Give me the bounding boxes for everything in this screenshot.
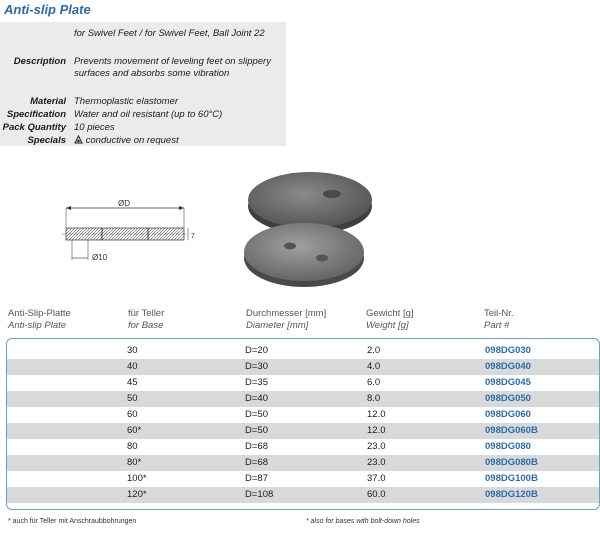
table-row — [7, 471, 599, 487]
footnote-de: * auch für Teller mit Anschraubbohrungen — [8, 518, 137, 525]
table-row — [7, 359, 599, 375]
table-row — [7, 439, 599, 455]
col-header-de: Gewicht [g] — [366, 308, 414, 319]
table-row — [7, 455, 599, 471]
col-header-de: für Teller — [128, 308, 165, 319]
table-row — [7, 391, 599, 407]
weight-cell: 12.0 — [367, 409, 386, 420]
diameter-cell: D=20 — [245, 345, 268, 356]
part-number-link[interactable]: 098DG060B — [485, 425, 538, 436]
weight-cell: 60.0 — [367, 489, 386, 500]
diameter-cell: D=50 — [245, 409, 268, 420]
base-cell: 100* — [127, 473, 147, 484]
col-header-en: Weight [g] — [366, 320, 409, 331]
footnote-en: * also for bases with bolt-down holes — [306, 518, 420, 525]
base-cell: 80 — [127, 441, 138, 452]
table-row — [7, 407, 599, 423]
base-cell: 50 — [127, 393, 138, 404]
part-number-link[interactable]: 098DG060 — [485, 409, 531, 420]
spec-key: Specification — [6, 109, 66, 120]
parts-table — [6, 338, 600, 510]
conductive-icon — [74, 135, 83, 144]
spec-value: surfaces and absorbs some vibration — [74, 68, 230, 79]
col-header-en: Part # — [484, 320, 510, 331]
col-header-plate — [8, 308, 71, 332]
col-header-diameter — [246, 308, 326, 332]
part-number-link[interactable]: 098DG050 — [485, 393, 531, 404]
col-header-weight — [366, 308, 414, 332]
part-number-link[interactable]: 098DG030 — [485, 345, 531, 356]
table-row — [7, 343, 599, 359]
col-header-de: Durchmesser [mm] — [246, 308, 327, 319]
part-number-link[interactable]: 098DG045 — [485, 377, 531, 388]
spec-value: Water and oil resistant (up to 60°C) — [74, 109, 223, 120]
col-header-base — [128, 308, 164, 332]
spec-value-text: conductive on request — [85, 135, 179, 146]
product-image — [228, 166, 378, 296]
base-cell: 40 — [127, 361, 138, 372]
thickness-label: 7 — [191, 233, 195, 240]
spec-key: Description — [13, 56, 66, 67]
col-header-de: Anti-Slip-Platte — [8, 308, 71, 319]
diameter-cell: D=87 — [245, 473, 268, 484]
part-number-link[interactable]: 098DG080B — [485, 457, 538, 468]
weight-cell: 12.0 — [367, 425, 386, 436]
weight-cell: 6.0 — [367, 377, 381, 388]
base-cell: 80* — [127, 457, 142, 468]
base-cell: 30 — [127, 345, 138, 356]
part-number-link[interactable]: 098DG080 — [485, 441, 531, 452]
table-row — [7, 423, 599, 439]
diameter-cell: D=35 — [245, 377, 268, 388]
base-cell: 45 — [127, 377, 138, 388]
spec-key: Pack Quantity — [2, 122, 66, 133]
table-row — [7, 375, 599, 391]
weight-cell: 2.0 — [367, 345, 381, 356]
weight-cell: 23.0 — [367, 441, 386, 452]
col-header-en: Anti-slip Plate — [8, 320, 67, 331]
col-header-de: Teil-Nr. — [484, 308, 514, 319]
spec-value: Prevents movement of leveling feet on slippery — [74, 56, 271, 67]
diameter-cell: D=68 — [245, 457, 268, 468]
base-cell: 60 — [127, 409, 138, 420]
col-header-en: for Base — [128, 320, 164, 331]
spec-value: 10 pieces — [74, 122, 115, 133]
weight-cell: 4.0 — [367, 361, 381, 372]
spec-value: for Swivel Feet / for Swivel Feet, Ball Joint 22 — [74, 28, 265, 39]
weight-cell: 8.0 — [367, 393, 381, 404]
part-number-link[interactable]: 098DG120B — [485, 489, 538, 500]
diameter-cell: D=108 — [245, 489, 274, 500]
spec-key: Material — [30, 96, 66, 107]
diameter-cell: D=30 — [245, 361, 268, 372]
spec-value — [74, 135, 286, 147]
base-cell: 60* — [127, 425, 142, 436]
diameter-cell: D=50 — [245, 425, 268, 436]
weight-cell: 37.0 — [367, 473, 386, 484]
weight-cell: 23.0 — [367, 457, 386, 468]
page-title: Anti-slip Plate — [4, 2, 91, 17]
hole-label: Ø10 — [92, 253, 108, 262]
spec-key: Specials — [27, 135, 66, 146]
part-number-link[interactable]: 098DG040 — [485, 361, 531, 372]
col-header-part — [484, 308, 514, 332]
diameter-cell: D=40 — [245, 393, 268, 404]
part-number-link[interactable]: 098DG100B — [485, 473, 538, 484]
table-row — [7, 487, 599, 503]
spec-value: Thermoplastic elastomer — [74, 96, 179, 107]
base-cell: 120* — [127, 489, 147, 500]
diameter-cell: D=68 — [245, 441, 268, 452]
diameter-label: ØD — [118, 199, 130, 208]
spec-panel — [0, 22, 286, 146]
technical-drawing — [48, 198, 198, 268]
col-header-en: Diameter [mm] — [246, 320, 309, 331]
